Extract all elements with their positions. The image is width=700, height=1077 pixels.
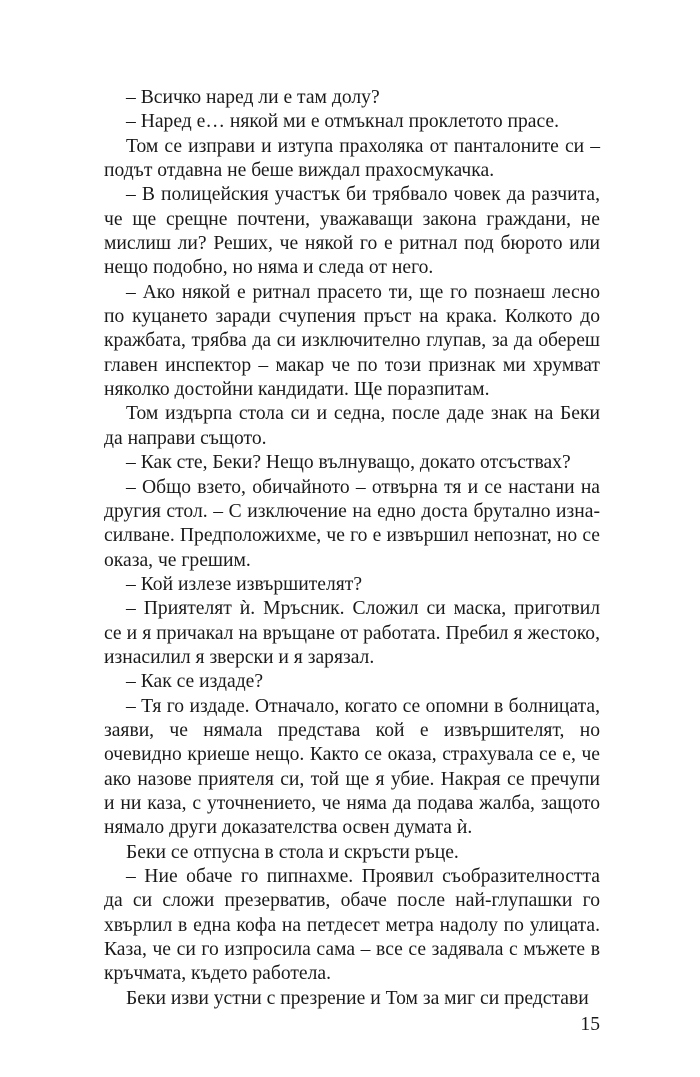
page-number: 15 bbox=[580, 1014, 600, 1035]
paragraph-9: – Кой излезе извършителят? bbox=[126, 573, 363, 595]
paragraph-3: Том се изправи и изтупа прахоляка от панталоните си – подът отдавна не беше виждал прахосмукачка. bbox=[104, 135, 600, 182]
paragraph-14: – Ние обаче го пипнахме. Проявил съобразителността да си сложи презерватив, обаче после най-глупашки го хвърлил в една кофа на петдесет метра надолу по улицата. Каза, че си го изпросила сама – все се задявала с мъжете в кръчмата, където работела. bbox=[104, 866, 600, 985]
paragraph-15: Беки изви устни с презрение и Том за миг си представи bbox=[126, 987, 589, 1009]
paragraph-5: – Ако някой е ритнал прасето ти, ще го познаеш лесно по куцането заради счупения пръст на крака. Колкото до кражбата, трябва да си изключително глупав, за да обереш главен инспектор – макар че по този признак ми хрумват няколко достойни кандидати. Ще поразпитам. bbox=[104, 281, 600, 401]
paragraph-13: Беки се отпусна в стола и скръсти ръце. bbox=[126, 841, 459, 863]
paragraph-11: – Как се издаде? bbox=[126, 671, 264, 693]
body-text bbox=[104, 86, 600, 1011]
paragraph-12: – Тя го издаде. Отначало, когато се опомни в болницата, заяви, че нямала представа кой е извършителят, но очевидно криеше нещо. Както се оказа, страхувала се е, че ако назове приятеля си, той ще я убие. Накрая се пречупи и ни каза, с уточнението, че няма да подава жалба, защото нямало други доказателства освен думата ѝ. bbox=[104, 695, 600, 839]
paragraph-1: – Всичко наред ли е там долу? bbox=[126, 87, 380, 108]
paragraph-10: – Приятелят ѝ. Мръсник. Сложил си маска, приготвил се и я причакал на връщане от работата. Пребил я жестоко, изнасилил я зверски и я зарязал. bbox=[104, 598, 600, 668]
paragraph-8: – Общо взето, обичайното – отвърна тя и се настани на другия стол. – С изключение на едно доста брутално изнасилване. Предположихме, че го е извършил непознат, но се оказа, че грешим. bbox=[104, 476, 600, 571]
paragraph-6: Том издърпа стола си и седна, после даде знак на Беки да направи същото. bbox=[104, 403, 600, 449]
paragraph-2: – Наред е… някой ми е отмъкнал проклетото прасе. bbox=[126, 111, 560, 133]
paragraph-4: – В полицейския участък би трябвало човек да разчита, че ще срещне почтени, уважаващи закона граждани, не мислиш ли? Реших, че някой го е ритнал под бюрото или нещо подобно, но няма и следа от него. bbox=[104, 184, 600, 279]
paragraph-7: – Как сте, Беки? Нещо вълнуващо, докато отсъствах? bbox=[126, 452, 571, 474]
